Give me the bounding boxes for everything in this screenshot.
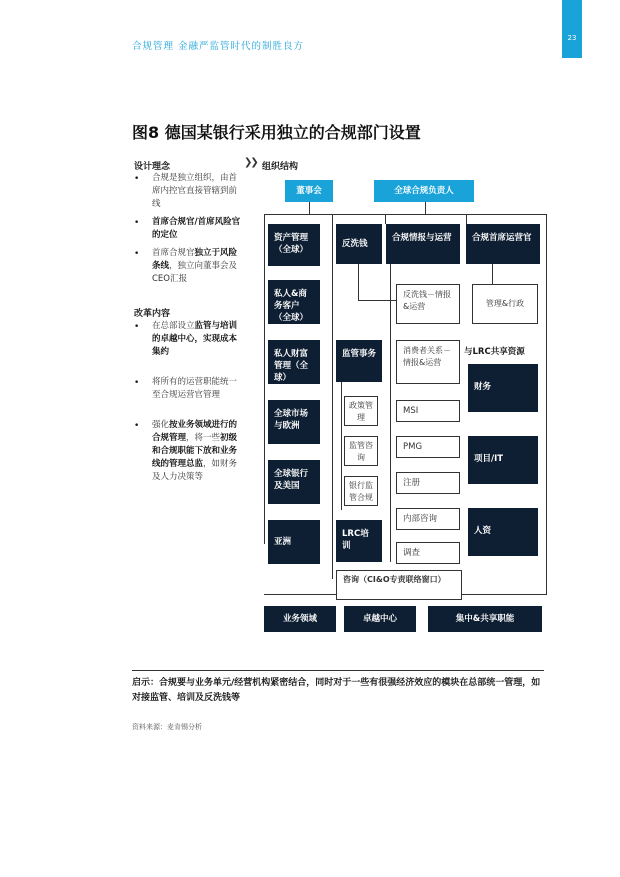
design-item-2: 首席合规官/首席风险官的定位 bbox=[152, 217, 241, 240]
bullet: • bbox=[134, 249, 140, 259]
consult-label: 咨询（CI&O专责联络窗口） bbox=[343, 575, 446, 584]
board-box: 董事会 bbox=[285, 180, 333, 202]
reform-item-2: 将所有的运营职能统一至合规运营官管理 bbox=[152, 377, 238, 400]
bullet: • bbox=[134, 421, 140, 431]
lrc-shared-title: 与LRC共享资源 bbox=[464, 347, 525, 357]
management-admin-box: 管理&行政 bbox=[472, 284, 538, 324]
bu-asset-management: 资产管理（全球） bbox=[268, 224, 320, 266]
bu-private-business-clients: 私人&商务客户（全球） bbox=[268, 280, 320, 324]
design-item-1: 合规是独立组织，由首席内控官直接管辖到前线 bbox=[152, 173, 238, 209]
connector bbox=[264, 214, 547, 215]
policy-management-box: 政策管理 bbox=[344, 396, 378, 426]
global-compliance-head-box: 全球合规负责人 bbox=[374, 180, 474, 202]
bu-asia: 亚洲 bbox=[268, 520, 320, 564]
legend-shared-functions: 集中&共享职能 bbox=[428, 606, 542, 632]
connector bbox=[385, 214, 386, 224]
reform-heading: 改革内容 bbox=[134, 309, 171, 319]
bullet: • bbox=[134, 378, 140, 388]
finance-box: 财务 bbox=[468, 364, 538, 412]
figure-title: 图8 德国某银行采用独立的合规部门设置 bbox=[132, 123, 421, 142]
page-number: 23 bbox=[567, 34, 577, 42]
connector bbox=[390, 262, 391, 562]
source-note: 资料来源：麦肯锡分析 bbox=[132, 723, 202, 731]
bullet: • bbox=[134, 174, 140, 184]
bu-global-markets-europe: 全球市场与欧洲 bbox=[268, 400, 320, 444]
legend-business-area: 业务领域 bbox=[264, 606, 336, 632]
connector bbox=[466, 214, 467, 224]
msi-box: MSI bbox=[396, 400, 460, 422]
connector bbox=[546, 214, 547, 594]
regulatory-consulting-box: 监管咨询 bbox=[344, 436, 378, 466]
connector bbox=[425, 201, 426, 214]
legend-center-of-excellence: 卓越中心 bbox=[344, 606, 416, 632]
pmg-box: PMG bbox=[396, 436, 460, 458]
running-header: 合规管理 金融严监管时代的制胜良方 bbox=[132, 41, 305, 52]
connector bbox=[358, 262, 359, 300]
bullet: • bbox=[134, 322, 140, 332]
divider bbox=[132, 670, 544, 671]
bu-global-banking-us: 全球银行及美国 bbox=[268, 460, 320, 504]
connector bbox=[332, 214, 333, 579]
org-chart-label: 组织结构 bbox=[262, 162, 299, 172]
consult-box bbox=[336, 570, 462, 600]
bu-private-wealth: 私人财富管理（全球） bbox=[268, 340, 320, 384]
aml-box: 反洗钱 bbox=[336, 224, 382, 264]
consumer-relations-box: 消费者关系－情报&运营 bbox=[396, 340, 460, 384]
compliance-coo-box: 合规首席运营官 bbox=[466, 224, 540, 264]
investigation-box: 调查 bbox=[396, 542, 460, 564]
regulatory-affairs-box: 监管事务 bbox=[336, 340, 382, 382]
internal-consulting-box: 内部咨询 bbox=[396, 508, 460, 530]
connector bbox=[492, 262, 493, 284]
reform-item-3: 强化按业务领域进行的合规管理，将一些初级和合规职能下放和业务线的管理总监，如财务及人力决策等 bbox=[152, 420, 238, 482]
hr-box: 人资 bbox=[468, 508, 538, 556]
connector bbox=[341, 380, 342, 510]
connector bbox=[264, 214, 265, 544]
bank-regulatory-compliance-box: 银行监管合规 bbox=[344, 476, 378, 506]
project-it-box: 项目/IT bbox=[468, 436, 538, 484]
connector bbox=[309, 201, 310, 214]
lrc-training-box: LRC培训 bbox=[336, 520, 382, 562]
registration-box: 注册 bbox=[396, 472, 460, 494]
insight-note: 启示：合规要与业务单元/经营机构紧密结合，同时对于一些有很强经济效应的模块在总部统一管理，如对接监管、培训及反洗钱等 bbox=[132, 678, 541, 703]
intel-ops-box: 合规情报与运营 bbox=[386, 224, 460, 264]
page-tab bbox=[562, 0, 582, 58]
design-item-3: 首席合规官独立于风险条线，独立向董事会及CEO汇报 bbox=[152, 248, 238, 284]
chevron-right-icon: ❯❯ bbox=[244, 157, 257, 168]
design-heading: 设计理念 bbox=[134, 162, 171, 172]
aml-intel-ops-box: 反洗钱－情报&运营 bbox=[396, 284, 460, 324]
reform-item-1: 在总部设立监管与培训的卓越中心，实现成本集约 bbox=[152, 321, 238, 357]
bullet: • bbox=[134, 218, 140, 228]
